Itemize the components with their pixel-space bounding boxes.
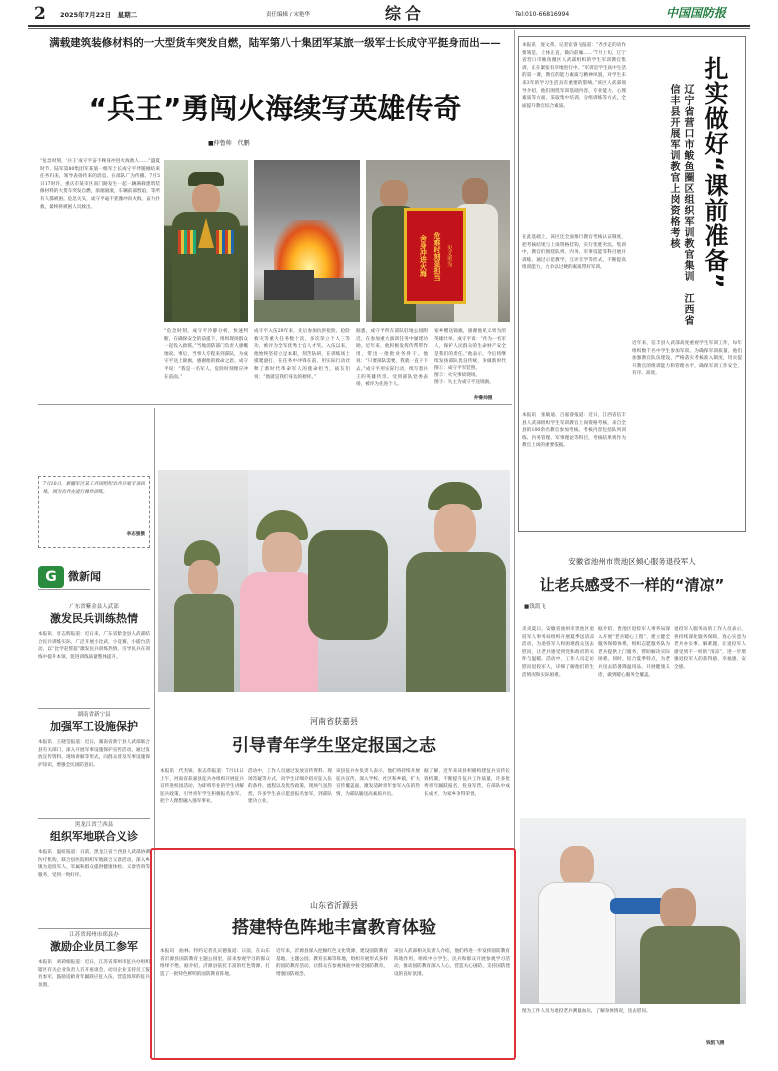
lead-photo-banner: [366, 160, 510, 322]
brief-4-body: 本报讯 刘莉娟报道：近日，江苏省邳州市征兵办组织辖区有关企业负责人召开座谈会，动员企业支持员工报名参军，鼓励适龄青年踊跃应征入伍，营造浓厚的征兵氛围。: [38, 960, 150, 988]
banner-line-3: 见义勇为: [445, 245, 452, 267]
banner-line-2: 危难时刻显担当: [433, 231, 441, 281]
brief-2-title: 加强军工设施保护: [50, 720, 138, 733]
brief-rule-3: [38, 928, 150, 929]
brief-logo-mark: G: [38, 566, 64, 588]
anhui-photo-credit: 钱凯飞摄: [706, 1041, 725, 1046]
lead-photo-fire: [254, 160, 360, 322]
henan-col-2: 活动中，工作人员通过发放宣传资料、现场答疑等方式，向学生详细介绍应征入伍的条件、流程以及优待政策，现场气氛热烈，许多学生表示愿意报名参军，到部队建功立业。: [248, 769, 332, 805]
brief-rule-2: [38, 818, 150, 819]
brief-4-title: 激励企业员工参军: [50, 940, 138, 953]
henan-title: 引导青年学生坚定报国之志: [232, 736, 436, 756]
lead-col-4: 据悉，成守平所在部队驻地公园附近，在参加重大演训任务中屡建功勋。近年来，他积极发挥传帮带作用，带出一批批业务骨干。他说：“只要部队需要，我就一直干下去。”成守平用实际行动，续写着兵王的英雄传奇。受到部队党委表扬，被评为先进个人。: [356, 329, 428, 388]
left-quote-text: 7月10日，新疆军区某工兵团组织官兵开展专项训练，图为官兵在进行操作训练。: [43, 482, 145, 495]
anhui-col-2: 据介绍，贵池区退役军人事务局深入开展“老兵暖心工程”，建立健全服务保障体系，组织志愿服务队为老兵提供上门服务，帮助解决实际困难。同时，结合夏季特点，为老兵送去防暑降温用品，开展健康义诊，做到暖心服务全覆盖。: [598, 627, 670, 678]
lead-byline: ■仲鲁帅 代鹏: [208, 140, 250, 147]
left-quote-credit: 李志强摄: [126, 532, 145, 537]
section-title: 综合: [385, 4, 426, 23]
shandong-title: 搭建特色阵地丰富教育体验: [232, 918, 436, 938]
brief-2: [38, 712, 150, 816]
lead-title: “兵王”勇闯火海续写英雄传奇: [88, 92, 462, 125]
brief-logo-text: 微新闻: [68, 570, 101, 583]
lead-photo-soldier: [164, 160, 248, 322]
caption-2: 图②：火灾事故现场。: [434, 373, 480, 378]
page-header: [30, 4, 748, 24]
henan-col-3: 该县征兵办负责人表示，他们将持续开展征兵宣传，深入学校、社区和乡镇，扩大宣传覆盖面，激发适龄青年参军入伍的热情，为部队输送高素质兵员。: [336, 769, 420, 797]
caption-1: 图①：成守平军装照。: [434, 366, 480, 371]
vertical-subtitle: 辽宁省营口市鲅鱼圈区组织军训教官集训 江西省信丰县开展军训教官上岗资格考核: [668, 84, 693, 326]
anhui-region: 安徽省池州市贵池区倾心服务退役军人: [568, 557, 696, 566]
brief-1-title: 激发民兵训练热情: [50, 612, 138, 625]
brief-4-region: 江苏省邳州市邳县办: [69, 932, 119, 938]
brief-logo: [38, 566, 150, 590]
vertical-title: 扎实做好“课前准备”: [700, 56, 728, 290]
students-photo: [158, 470, 510, 692]
anhui-byline: ■钱凯飞: [524, 604, 546, 610]
shandong-col-2: 近年来，沂源县深入挖掘红色文化资源，建设国防教育基地、主题公园、教育长廊等阵地，组织开展形式多样的国防教育活动，让群众在参观体验中接受国防教育，增强国防观念。: [276, 949, 388, 977]
vertical-para-4: 近年来，信丰县人武部高度重视学生军训工作，每年组织数千名中学生参加军训。为确保军训质量，他们加强教官队伍建设，严格落实考核准入制度，切实提升教官的组训能力和管理水平，确保军训工作安全、有序、高效。: [632, 341, 742, 377]
shandong-region: 山东省沂源县: [310, 901, 358, 910]
lead-col-3: 成守平入伍29年来，先后参加抗洪抢险、抢险救灾等重大任务数十次，多次荣立个人三等功，被评为全军优秀士官人才奖。入伍以来，他始终坚持立足本职，刻苦钻研，在训练场上摸爬滚打，在任务中冲锋在前，用实际行动诠释了新时代革命军人的使命担当。战友们说：“他就是我们身边的榜样。”: [254, 329, 350, 380]
lead-col-1: “危急时刻，‘兵王’成守平奋不顾身冲进火海救人……”盛夏时节，陆军第80集团军某旅一级军士长成守平伴随刚结束任务归来，领导表扬传来的消息，在部队广为传播。7月5日17时许，重庆市某市区南门路发生一起一辆满载建筑装修材料的大货车突发自燃，浓烟滚滚，车辆前部烈焰，等所有人都被困。危急关头，成守平毫不犹豫冲向火海，奋力扑救，最终将被困人员救出。: [40, 159, 160, 210]
lead-col-2: “危急时刻，成守平冷静分析，快速判断，在确保安全的前提下，组织现场群众一起投入救援。”当地消防部门负责人感慨地说。事后，当事人专程来到部队，为成守平送上锦旗，感谢他的救命之恩。成守平说：“我是一名军人，危险时刻理应冲在前面。”: [164, 329, 248, 380]
tel: Tel:010-66816994: [515, 11, 570, 18]
header-rule-thin: [28, 28, 750, 29]
anhui-col-1: 炎炎夏日，安徽省池州市贵池区退役军人事务局组织开展夏季送清凉活动，为退役军人和困难群众送去慰问，让老兵感受到党和政府的关怀与温暖。活动中，工作人员走访慰问退役军人，详细了解他们的生活情况和实际困难。: [522, 627, 594, 678]
henan-col-4: 据了解，近年来该县积极构建征兵宣传长效机制，不断提升征兵工作质量，许多优秀青年踊跃报名，投身军营，在部队中成长成才，为家乡争得荣誉。: [424, 769, 510, 797]
brief-3-title: 组织军地联合义诊: [50, 830, 138, 843]
brief-3: [38, 822, 150, 926]
anhui-title: 让老兵感受不一样的“清凉”: [539, 576, 725, 594]
anhui-photo: [520, 818, 746, 1004]
issue-date: 2025年7月22日 星期二: [60, 11, 138, 19]
page-number: 2: [34, 4, 46, 24]
brief-2-body: 本报讯 王晓莹报道：近日，湖南省新宁县人武部联合县有关部门，深入开展军事设施保护宣传活动，通过发放宣传资料、现场讲解等形式，向群众普及军事设施保护知识，增强全民国防意识。: [38, 740, 150, 768]
banner-line-1: 舍身冲进火海: [419, 235, 428, 277]
brief-2-region: 湖南省新宁县: [77, 712, 111, 718]
lead-deck: 满载建筑装修材料的一大型货车突发自燃，陆军第八十集团军某旅一级军士长成守平挺身而出——: [49, 37, 501, 49]
henan-col-1: 本报讯 代杰锐、张志伟报道：7月11日上午，河南省获嘉县征兵办组织开展征兵宣传进校园活动，为即将毕业的学生讲解征兵政策，引导青年学生积极报名参军，把个人理想融入强军事业。: [160, 769, 244, 805]
header-rule: [28, 25, 750, 27]
caption-3: 图③：失主为成守平送锦旗。: [434, 380, 494, 385]
brief-1: [38, 604, 150, 708]
lead-photo-credit: 仲鲁帅摄: [474, 396, 493, 401]
banner-flag: [404, 208, 466, 304]
lead-captions: [434, 365, 510, 393]
brief-1-region: 广东省紫金县人武部: [69, 604, 119, 610]
vertical-para-3: 本报讯 张敏迪、吕嘉睿报道：近日，江西省信丰县人武部组织学生军训教官上岗资格考核，来自全县的100余名教官参加考核。考核内容包括队列训练、内务管理、军事理论等科目，考核结果将作为教官上岗的重要依据。: [522, 413, 626, 449]
brief-rule-1: [38, 708, 150, 709]
vertical-para-2: 在此基础上，该区还全面推行教官考核认证制度，把考核结果与上岗资格挂钩，实行优胜劣汰。集训中，教官们围绕队列、内务、军事技能等科目展开训练，通过示范教学、互评互学等形式，不断提高组训能力，力争以过硬的素质带好军训。: [522, 235, 626, 271]
shandong-col-3: 该县人武部相关负责人介绍，他们将进一步发挥国防教育阵地作用，组织中小学生、民兵和群众开展参观学习活动，推动国防教育深入人心，营造关心国防、支持国防建设的良好氛围。: [394, 949, 510, 977]
brief-3-region: 黑龙江省兰西县: [74, 822, 114, 828]
lead-col-5: 家乡赠送锦旗，感谢他见义勇为的英雄壮举。成守平说：“作为一名军人，保护人民群众的生命财产安全是我们的责任。”他表示，今后将继续发扬部队优良传统，争做新时代: [434, 329, 506, 364]
brief-1-body: 本报讯 甘志辉报道：近日来，广东省紫金县人武部结合民兵训练实际，广泛开展小比武、小竞赛、小擂台活动，以“比学赶帮超”激发民兵训练热情，引导民兵在训练中提升本领，促进训练质量整体提升。: [38, 632, 150, 660]
left-quote-box: [38, 476, 150, 548]
shandong-col-1: 本报讯 曲林、特约记者孔庆德报道：日前，在山东省沂源县国防教育主题公园里，前来参观学习的群众络绎不绝。据介绍，沂源县依托丰富的红色资源，打造了一批特色鲜明的国防教育阵地。: [160, 949, 270, 977]
henan-region: 河南省获嘉县: [310, 717, 358, 726]
anhui-col-3: 退役军人服务站的工作人员表示，将持续深化服务保障，真心实意为老兵办实事、解难题，让退役军人感受到不一样的“清凉”，进一步增强退役军人的获得感、幸福感、安全感。: [674, 627, 746, 670]
vertical-para-1: 本报讯 庞文蒂、记者宦睿飞报道：“齐步走的动作要领是，上体正直，微向前倾……”7月上旬，辽宁省营口市鲅鱼圈区人武部组织的学生军训教官集训，正在紧张有序地进行中。“军训是学生高中生活的第一课，教官的能力素质与精神风貌，对学生未来3年的学习生活具有重要的影响。”该区人武部领导介绍，他们围绕军训基础内容，专业能力、心理素质等方面，采取集中培训、分组训练等方式，全面提升教官综合素质。: [522, 43, 626, 109]
masthead: 中国国防报: [666, 6, 727, 20]
editors: 责任编辑 / 宋艳华: [266, 12, 310, 18]
lead-bottom-rule: [38, 404, 512, 405]
brief-3-body: 本报讯 温虹报道：日前，黑龙江省兰西县人武部协调医疗机构，联合县医院组织军地联合义诊活动，深入乡镇为退役军人、军属和群众提供健康体检、义诊咨询等服务，受到一致好评。: [38, 850, 150, 878]
brief-4: [38, 932, 150, 1058]
anhui-photo-caption: 图为工作人员为退役老兵测量血压，了解身体情况，送去慰问。: [522, 1009, 651, 1014]
